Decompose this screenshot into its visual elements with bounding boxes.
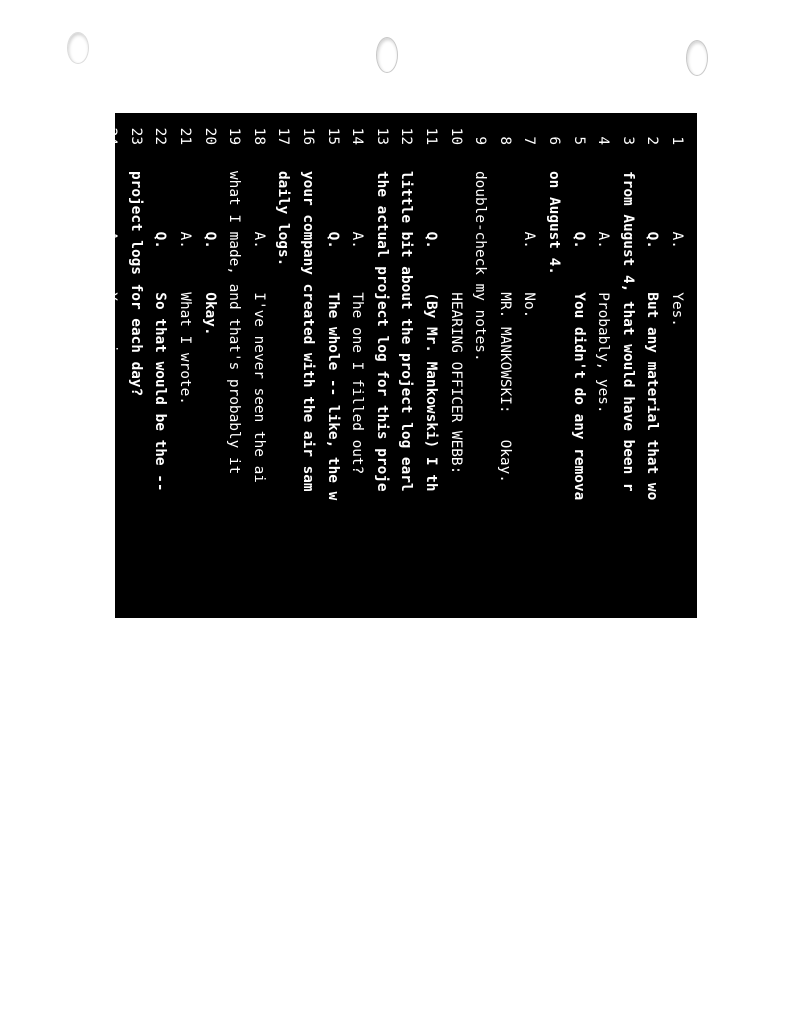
line-text: MR. MANKOWSKI: Okay. [496,171,513,483]
line-number: 7 [521,136,538,145]
line-text: daily logs. [275,171,292,267]
line-number: 12 [398,127,415,145]
transcript-page [103,113,697,618]
line-text: little bit about the project log earl [398,171,415,492]
line-text: A. Probably, yes. [595,171,612,414]
transcript-line [665,113,689,1013]
line-number: 2 [644,136,661,145]
transcript-line [296,113,320,1013]
line-number: 9 [472,136,489,145]
transcript-line [517,113,541,1013]
line-text: Q. The whole -- like, the w [324,171,341,501]
line-number: 20 [201,127,218,145]
line-number: 1 [669,136,685,145]
transcript-line [124,113,148,1013]
line-text: your company created with the air sam [300,171,316,492]
line-text: the actual project log for this proje [373,171,390,492]
transcript-line [173,113,197,1013]
line-text: A. No. [521,171,538,319]
line-number: 22 [152,127,169,145]
transcript-line [591,113,615,1013]
line-number: 15 [324,127,341,145]
transcript-line [616,113,640,1013]
line-number: 6 [546,136,562,145]
line-text: Q. So that would be the -- [152,171,169,492]
transcript-line [321,113,345,1013]
line-number: 14 [349,127,366,145]
transcript-line [493,113,517,1013]
line-text: on August 4. [546,171,562,275]
transcript-line [394,113,418,1013]
line-text: Q. (By Mr. Mankowski) I th [423,171,439,492]
transcript-line [370,113,394,1013]
transcript-line [419,113,443,1013]
line-text: from August 4, that would have been r [619,171,636,492]
line-text: double-check my notes. [472,171,489,362]
transcript-line [148,113,172,1013]
punch-hole-right [686,40,708,76]
line-number: 24 [103,127,120,145]
line-number: 11 [423,127,439,145]
line-number: 4 [595,136,612,145]
transcript-line [542,113,566,1013]
punch-hole-left [67,32,89,64]
line-text: A. The one I filled out? [349,171,366,475]
line-text: A. I've never seen the ai [250,171,267,483]
transcript-line [567,113,591,1013]
line-number: 18 [250,127,267,145]
transcript-line [222,113,246,1013]
transcript-line [640,113,664,1013]
line-text: A. What I wrote. [177,171,193,405]
line-number: 17 [275,127,292,145]
transcript-line [247,113,271,1013]
line-number: 8 [496,136,513,145]
transcript-line [198,113,222,1013]
transcript-text-rotated [103,113,697,618]
line-text: Q. Okay. [201,171,218,336]
line-text: A. Yes, sir. [103,171,120,371]
transcript-line [271,113,295,1013]
line-number: 13 [373,127,390,145]
transcript-line [444,113,468,1013]
transcript-line [345,113,369,1013]
line-text: HEARING OFFICER WEBB: [447,171,464,475]
line-text: Q. You didn't do any remova [570,171,587,501]
line-text: Q. But any material that wo [644,171,661,501]
line-number: 23 [127,127,144,145]
line-number: 3 [619,136,636,145]
line-number: 19 [226,127,243,145]
transcript-line [468,113,492,1013]
line-number: 5 [570,136,587,145]
transcript-line [99,113,123,1013]
line-number: 21 [177,127,193,145]
line-text: what I made, and that's probably it [226,171,243,475]
line-number: 16 [300,127,316,145]
line-number: 10 [447,127,464,145]
line-text: project logs for each day? [127,171,144,397]
punch-hole-center [376,37,398,73]
line-text: A. Yes. [669,171,685,327]
